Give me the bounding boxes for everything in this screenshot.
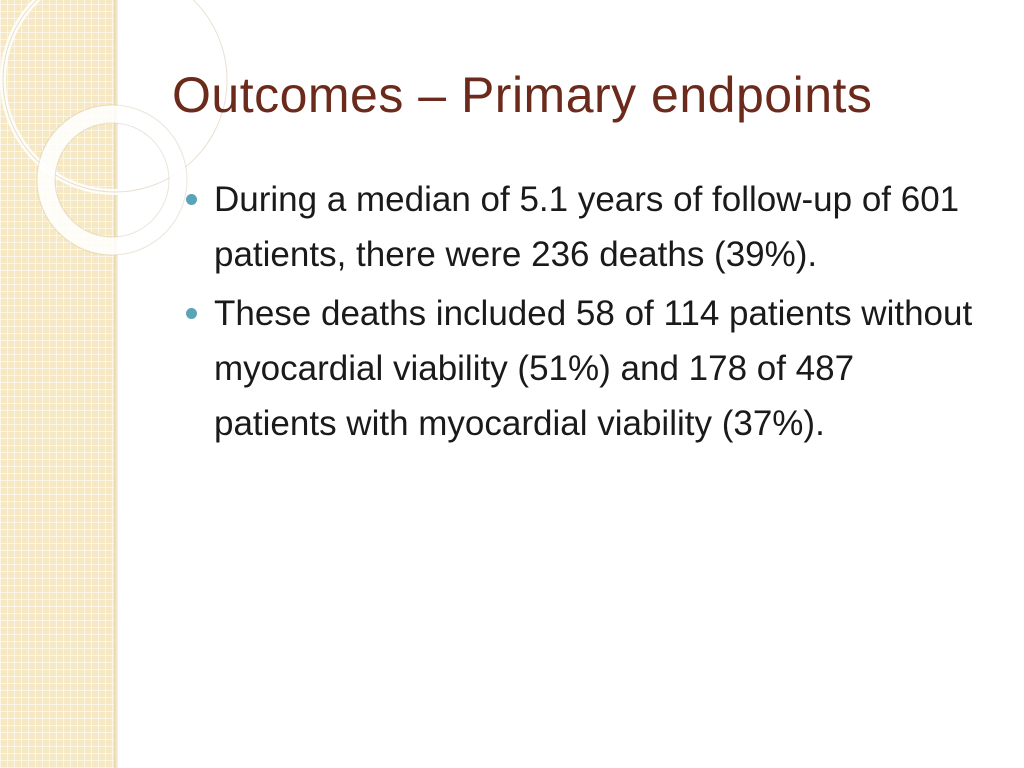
bullet-item — [186, 286, 986, 451]
slide-title: Outcomes – Primary endpoints — [172, 67, 873, 123]
bullet-text: During a median of 5.1 years of follow-up of 601 patients, there were 236 deaths (39%). — [214, 180, 960, 274]
bullet-dot-icon — [186, 308, 197, 319]
bullet-list — [186, 172, 986, 455]
bullet-dot-icon — [186, 194, 197, 205]
bullet-item — [186, 172, 986, 282]
bullet-text: These deaths included 58 of 114 patients without myocardial viability (51%) and 178 of 487 patients with myocardial viability (37%). — [214, 294, 973, 443]
